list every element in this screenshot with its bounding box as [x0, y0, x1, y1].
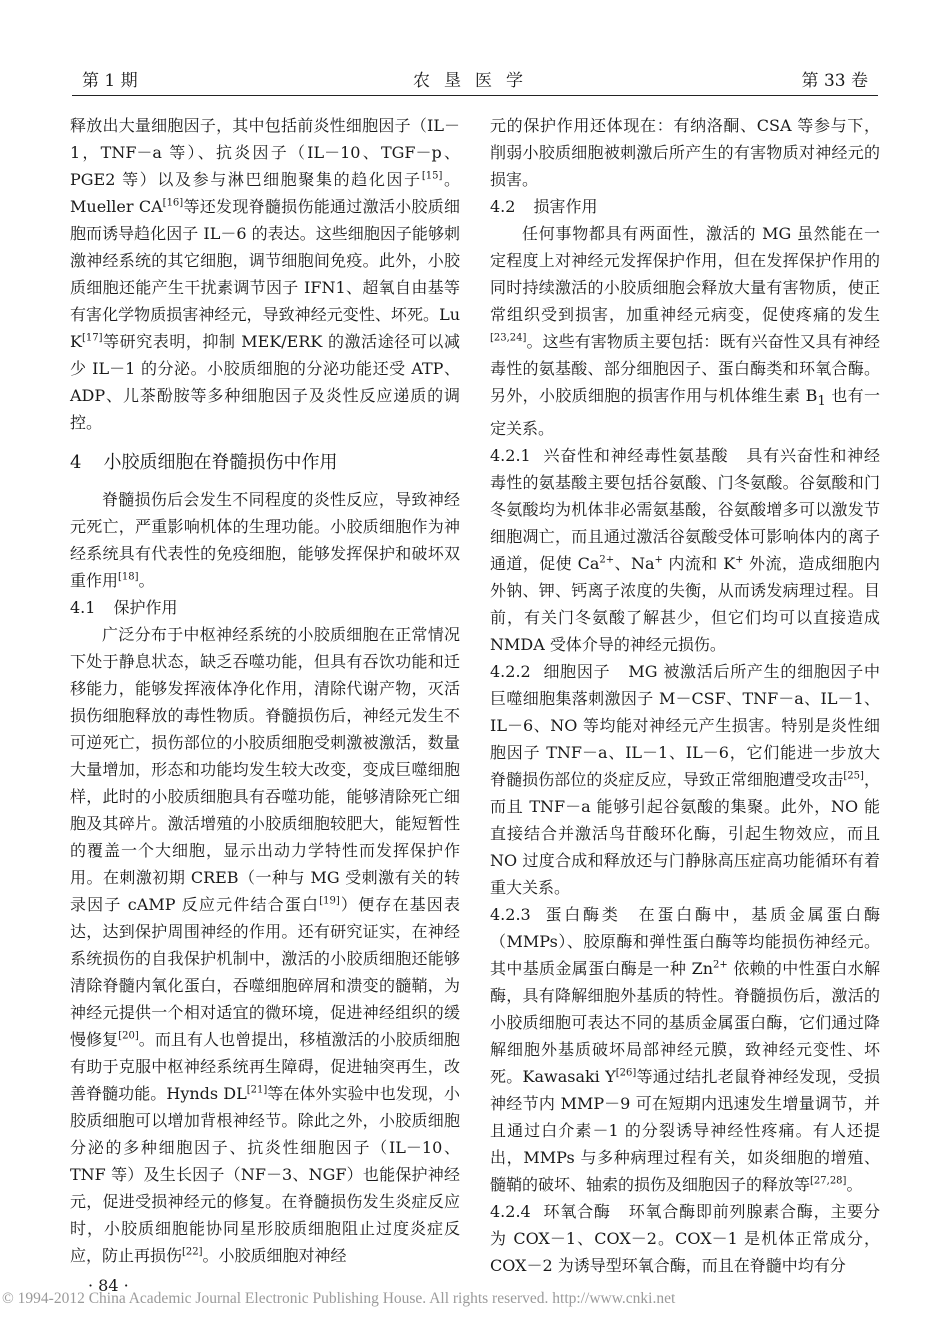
text-run: 、Na	[614, 554, 655, 574]
subsubsection-number: 4.2.3	[490, 905, 531, 925]
text-run: 。这些有害物质主要包括：既有兴奋性又具有神经毒性的氨基酸、部分细胞因子、蛋白酶类和环氧合酶。另外，小胶质细胞的损害作用与机体维生素 B	[490, 332, 880, 405]
left-column	[70, 112, 460, 1269]
paragraph	[70, 486, 460, 594]
text-run: 环氧合酶即前列腺素合酶，主要分为 COX－1、COX－2。COX－1 是机体正常成分，COX－2 为诱导型环氧合酶，而且在脊髓中均有分	[490, 1202, 880, 1276]
text-run: 具有兴奋性和神经毒性的氨基酸主要包括谷氨酸、门冬氨酸。谷氨酸和门冬氨酸均为机体非必需氨基酸，谷氨酸增多可以激发节细胞凋亡，而且通过激活谷氨酸受体可影响体内的离子通道，促使 Ca	[490, 446, 880, 574]
text-run: 在蛋白酶中，基质金属蛋白酶（MMPs）、胶原酶和弹性蛋白酶等均能损伤神经元。其中基质金属蛋白酶是一种 Zn	[490, 905, 880, 979]
copyright-footer: © 1994-2012 China Academic Journal Electronic Publishing House. All rights reserved. http://www.cnki.net	[2, 1290, 676, 1307]
text-run: 等研究表明，抑制 MEK/ERK 的激活途径可以减少 IL－1 的分泌。小胶质细胞的分泌功能还受 ATP、ADP、儿茶酚胺等多种细胞因子及炎性反应递质的调控。	[70, 332, 460, 432]
citation-sup: 2+	[599, 554, 615, 566]
subsubsection-paragraph	[490, 1198, 880, 1279]
text-run: 广泛分布于中枢神经系统的小胶质细胞在正常情况下处于静息状态，缺乏吞噬功能，但具有吞饮功能和迁移能力，能够发挥液体净化作用，清除代谢产物，灭活损伤细胞释放的毒性物质。脊髓损伤后，神经元发生不可逆死亡，损伤部位的小胶质细胞受刺激被激活，数量大量增加，形态和功能均发生较大改变，变成巨噬细胞样，此时的小胶质细胞具有吞噬功能，能够清除死亡细胞及其碎片。激活增殖的小胶质细胞较肥大，能短暂性的覆盖一个大细胞，显示出动力学特性而发挥保护作用。在刺激初期 CREB（一种与 MG 受刺激有关的转录因子 cAMP 反应元件结合蛋白	[70, 625, 460, 914]
text-run: 脊髓损伤后会发生不同程度的炎性反应，导致神经元死亡，严重影响机体的生理功能。小胶质细胞作为神经系统具有代表性的免疫细胞，能够发挥保护和破坏双重作用	[70, 490, 460, 590]
text-run: 等通过结扎老鼠脊神经发现，受损神经节内 MMP－9 可在短期内迅速发生增量调节，并且通过白介素－1 的分裂诱导神经性疼痛。有人还提出，MMPs 与多种病理过程有关，如炎细胞的增殖、髓鞘的破坏、轴索的损伤及细胞因子的释放等	[490, 1067, 880, 1195]
citation-sup: [22]	[182, 1246, 203, 1258]
subsubsection-title: 环氧合酶	[542, 1202, 611, 1222]
text-run: 任何事物都具有两面性，激活的 MG 虽然能在一定程度上对神经元发挥保护作用，但在发挥保护作用的同时持续激活的小胶质细胞会释放大量有害物质，使正常组织受到损害，加重神经元病变，促使疼痛的发生	[490, 224, 880, 324]
citation-sup: [25]	[843, 770, 864, 782]
volume-label: 第 33 卷	[801, 71, 868, 91]
paragraph	[490, 112, 880, 193]
subsection-number: 4.1	[70, 598, 96, 617]
text-run: 释放出大量细胞因子，其中包括前炎性细胞因子（IL－1，TNF－a 等）、抗炎因子（IL－10、TGF－p、PGE2 等）以及参与淋巴细胞聚集的趋化因子	[70, 116, 460, 189]
text-run: 等还发现脊髓损伤能通过激活小胶质细胞而诱导趋化因子 IL－6 的表达。这些细胞因子能够刺激神经系统的其它细胞，调节细胞间免疫。此外，小胶质细胞还能产生干扰素调节因子 IFN1、超氧自由基等有害化学物质损害神经元，导致神经元变性、坏死。Lu K	[70, 197, 460, 351]
issue-label: 第 1 期	[82, 71, 138, 91]
header-rule	[72, 95, 878, 96]
subsection-heading	[490, 193, 880, 220]
subsubsection-paragraph	[490, 901, 880, 1198]
citation-sup: [20]	[118, 1030, 139, 1042]
text-run: 等在体外实验中也发现，小胶质细胞可以增加背根神经节。除此之外，小胶质细胞分泌的多种细胞因子、抗炎性细胞因子（IL－10、TNF 等）及生长因子（NF－3、NGF）也能保护神经元，促进受损神经元的修复。在脊髓损伤发生炎症反应时，小胶质细胞能协同星形胶质细胞阻止过度炎症反应，防止再损伤	[70, 1084, 460, 1265]
section-number: 4	[70, 452, 82, 473]
citation-sup: [15]	[421, 170, 443, 182]
paragraph	[70, 112, 460, 436]
subsubsection-number: 4.2.2	[490, 662, 531, 682]
subsubsection-title: 细胞因子	[542, 662, 611, 682]
text-run: 元的保护作用还体现在：有纳洛酮、CSA 等参与下，削弱小胶质细胞被刺激后所产生的有害物质对神经元的损害。	[490, 116, 880, 189]
text-run: 也有一定关系。	[490, 386, 880, 439]
text-run: 。	[846, 1175, 863, 1195]
subsection-number: 4.2	[490, 197, 516, 216]
text-run: 内流和 K	[662, 554, 736, 574]
text-run: 。小胶质细胞对神经	[202, 1246, 347, 1265]
journal-title: 农垦医学	[413, 71, 537, 91]
citation-sup: [18]	[118, 571, 139, 583]
right-column	[490, 112, 880, 1279]
subsubsection-title: 兴奋性和神经毒性氨基酸	[542, 446, 729, 466]
citation-sup: 2+	[713, 959, 728, 971]
subsubsection-paragraph	[490, 658, 880, 901]
text-run: ）便存在基因表达，达到保护周围神经的作用。还有研究证实，在神经系统损伤的自我保护机制中，激活的小胶质细胞还能够清除脊髓内氧化蛋白，吞噬细胞碎屑和溃变的髓鞘，为神经元提供一个相对适宜的微环境，促进神经组织的缓慢修复	[70, 895, 460, 1049]
subsubsection-title: 蛋白酶类	[542, 905, 621, 925]
text-run: 外流，造成细胞内外钠、钾、钙离子浓度的失衡，从而诱发病理过程。目前，有关门冬氨酸了解甚少，但它们均可以直接造成 NMDA 受体介导的神经元损伤。	[490, 554, 880, 655]
citation-sup: [26]	[615, 1067, 637, 1079]
subsubsection-number: 4.2.4	[490, 1202, 531, 1222]
citation-sup: [17]	[81, 332, 103, 344]
citation-sup: [16]	[162, 197, 184, 209]
text-run: 。	[138, 571, 155, 590]
citation-sup: +	[735, 554, 744, 566]
subsection-heading	[70, 594, 460, 621]
text-run: ，而且 TNF－a 能够引起谷氨酸的集聚。此外，NO 能直接结合并激活鸟苷酸环化酶，引起生物效应，而且 NO 过度合成和释放还与门静脉高压症高功能循环有着重大关系。	[490, 770, 880, 898]
citation-sup: [23,24]	[490, 332, 527, 344]
citation-sup: [27,28]	[810, 1175, 847, 1187]
paragraph	[490, 220, 880, 442]
text-run: 。Mueller CA	[70, 170, 460, 216]
citation-sup: [19]	[319, 895, 340, 907]
section-heading	[70, 448, 460, 478]
subsubsection-number: 4.2.1	[490, 446, 531, 466]
paragraph	[70, 621, 460, 1269]
page-number: · 84 ·	[88, 1276, 129, 1295]
section-title: 小胶质细胞在脊髓损伤中作用	[103, 452, 338, 473]
subsubsection-paragraph	[490, 442, 880, 658]
running-header	[72, 60, 878, 90]
text-run: MG 被激活后所产生的细胞因子中巨噬细胞集落刺激因子 M－CSF、TNF－a、IL－1、IL－6、NO 等均能对神经元产生损害。特别是炎性细胞因子 TNF－a、IL－1、IL－6，它们能进一步放大脊髓损伤部位的炎症反应，导致正常细胞遭受攻击	[490, 662, 880, 790]
citation-sup: [21]	[246, 1084, 268, 1096]
subscript: 1	[817, 394, 826, 410]
subsection-title: 损害作用	[533, 197, 598, 216]
subsection-title: 保护作用	[113, 598, 178, 617]
text-run: 依赖的中性蛋白水解酶，具有降解细胞外基质的特性。脊髓损伤后，激活的小胶质细胞可表达不同的基质金属蛋白酶，它们通过降解细胞外基质破坏局部神经元膜，致神经元变性、坏死。Kawasaki Y	[490, 959, 880, 1087]
citation-sup: +	[654, 554, 663, 566]
text-run: 。而且有人也曾提出，移植激活的小胶质细胞有助于克服中枢神经系统再生障碍，促进轴突再生，改善脊髓功能。Hynds DL	[70, 1030, 460, 1103]
